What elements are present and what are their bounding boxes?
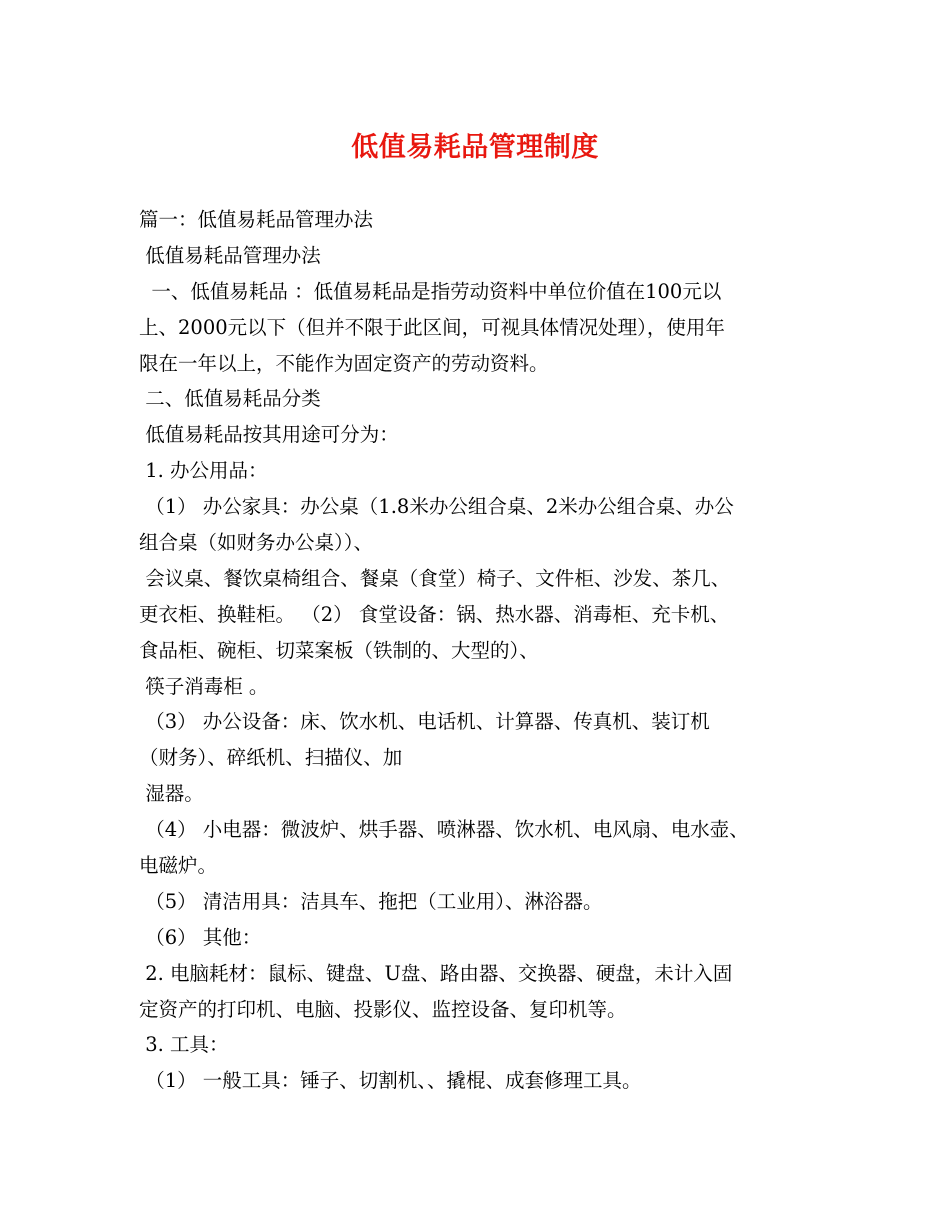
text-line: 2. 电脑耗材：鼠标、键盘、U盘、路由器、交换器、硬盘，未计入固: [139, 961, 733, 985]
text-line: 一、低值易耗品 ：低值易耗品是指劳动资料中单位价值在100元以: [139, 279, 722, 303]
text-line: 更衣柜、换鞋柜。 （2） 食堂设备：锅、热水器、消毒柜、充卡机、: [139, 602, 730, 626]
text-line: （6） 其他：: [139, 925, 262, 949]
text-line: 低值易耗品管理办法: [139, 243, 321, 267]
text-line: （4） 小电器：微波炉、烘手器、喷淋器、饮水机、电风扇、电水壶、: [139, 818, 749, 842]
text-line: （1） 办公家具：办公桌（1.8米办公组合桌、2米办公组合桌、办公: [139, 495, 734, 519]
text-line: 电磁炉。: [139, 854, 218, 878]
text-line: 湿器。: [139, 782, 204, 806]
text-line: （1） 一般工具：锤子、切割机、、撬棍、成套修理工具。: [139, 1069, 642, 1093]
text-line: 筷子消毒柜 。: [139, 674, 269, 698]
text-line: 会议桌、餐饮桌椅组合、餐桌（食堂）椅子、文件柜、沙发、茶几、: [139, 566, 731, 590]
text-line: 定资产的打印机、电脑、投影仪、监控设备、复印机等。: [139, 997, 627, 1021]
text-line: 低值易耗品按其用途可分为：: [139, 423, 399, 447]
text-line: （财务）、碎纸机、扫描仪、加: [139, 746, 403, 770]
document-title: 低值易耗品管理制度: [351, 132, 599, 163]
text-line: 1. 办公用品：: [139, 459, 268, 483]
text-line: （5） 清洁用具：洁具车、拖把（工业用）、淋浴器。: [139, 889, 603, 913]
text-line: 食品柜、碗柜、切菜案板（铁制的、大型的）、: [139, 638, 539, 662]
text-line: 篇一：低值易耗品管理办法: [139, 208, 374, 231]
text-line: 二、低值易耗品分类: [139, 387, 321, 411]
text-line: 组合桌（如财务办公桌））、: [139, 531, 374, 555]
text-line: 限在一年以上，不能作为固定资产的劳动资料。: [139, 351, 549, 375]
text-line: （3） 办公设备：床、饮水机、电话机、计算器、传真机、装订机: [139, 710, 710, 734]
text-line: 上、2000元以下（但并不限于此区间，可视具体情况处理），使用年: [139, 315, 725, 339]
document-body: [139, 202, 829, 1099]
text-line: 3. 工具：: [139, 1033, 229, 1057]
